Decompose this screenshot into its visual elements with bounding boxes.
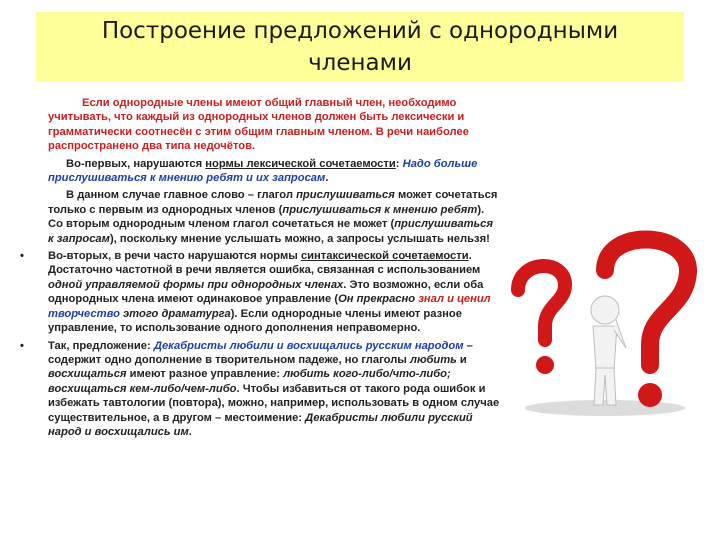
text: Во-вторых, в речи часто нарушаются нормы: [48, 250, 301, 263]
text-body: [20, 96, 500, 442]
example-sentence: Надо больше прислушиваться к мнению ребят и их запросам: [48, 157, 478, 185]
text: . Это возможно, если оба однородных члена имеют одинаковое управление (: [48, 278, 484, 306]
example-verb: любить: [409, 353, 457, 366]
bullet-marker: •: [20, 339, 24, 352]
corrected-sentence: Декабристы любили русский народ и восхищались им: [48, 411, 473, 438]
example-phrase: прислушиваться к мнению ребят: [282, 203, 478, 216]
text: ), поскольку мнение услышать можно, а запросы услышать нельзя!: [109, 232, 490, 245]
example-verb: восхищаться: [48, 368, 127, 381]
text: В данном случае главное слово – глагол: [66, 189, 297, 202]
intro-paragraph: Если однородные члены имеют общий главный член, необходимо учитывать, что каждый из однородных членов должен быть лексически и грамматически соотнесён с этим общим главным членом. В речи наиболее распространено два типа недочётов.: [48, 97, 469, 153]
text: ). Если однородные члены имеют разное управление, то использование одного дополнения неправомерно.: [48, 307, 462, 335]
text: и: [456, 353, 467, 366]
example-phrase: прислушиваться к запросам: [48, 218, 493, 245]
left-question-dot: [536, 356, 554, 374]
title-banner: [36, 12, 684, 82]
text: может сочетаться только с первым из однородных членов (: [48, 189, 498, 216]
bullet-marker: •: [20, 250, 24, 263]
first-error-paragraph: [48, 157, 500, 186]
text: :: [395, 157, 403, 170]
explanation-paragraph: [48, 188, 500, 246]
government-phrase: любить кого-либо/что-либо; восхищаться кем-либо/чем-либо: [48, 368, 451, 395]
example-bullet: [20, 339, 500, 440]
text: .: [188, 425, 192, 438]
text: – содержит одно дополнение в творительном падеже, но глаголы: [48, 339, 473, 366]
syntactic-norm-term: синтаксической сочетаемости: [300, 250, 469, 263]
figure-legs: [594, 368, 616, 405]
text: . Достаточно частотной в речи является ошибка, связанная с использованием: [48, 250, 481, 277]
left-question-mark-icon: [518, 266, 565, 340]
example-sentence: Декабристы любили и восхищались русским народом: [153, 339, 464, 352]
text: . Чтобы избавиться от такого рода ошибок и избежать тавтологии (повтора), можно, например, использовать в одном случае существительное, а в другом – местоимение:: [48, 382, 500, 424]
example-object: творчество: [48, 307, 120, 320]
lexical-norm-term: нормы лексической сочетаемости: [205, 157, 396, 170]
figure-body: [593, 326, 617, 370]
text: Во-первых, нарушаются: [66, 157, 206, 170]
text: ). Со вторым однородным членом глагол сочетаться не может (: [48, 203, 485, 231]
example-word: прислушиваться: [296, 189, 395, 202]
example-sentence: Он прекрасно: [338, 293, 419, 306]
text: Так, предложение:: [48, 339, 154, 352]
text: имеют разное управление:: [126, 368, 284, 381]
emphasis-phrase: одной управляемой формы при однородных членах: [48, 278, 344, 291]
second-error-bullet: [20, 249, 500, 335]
example-sentence-end: этого драматурга: [119, 307, 231, 320]
example-verbs: знал и ценил: [418, 293, 491, 306]
page-title: Построение предложений с однородными членами: [101, 18, 619, 76]
figure-head: [591, 296, 619, 324]
text: .: [325, 172, 329, 185]
question-marks-figure-icon: [510, 230, 700, 420]
shadow: [525, 400, 685, 416]
right-question-mark-icon: [605, 239, 688, 365]
right-question-dot: [638, 383, 662, 407]
